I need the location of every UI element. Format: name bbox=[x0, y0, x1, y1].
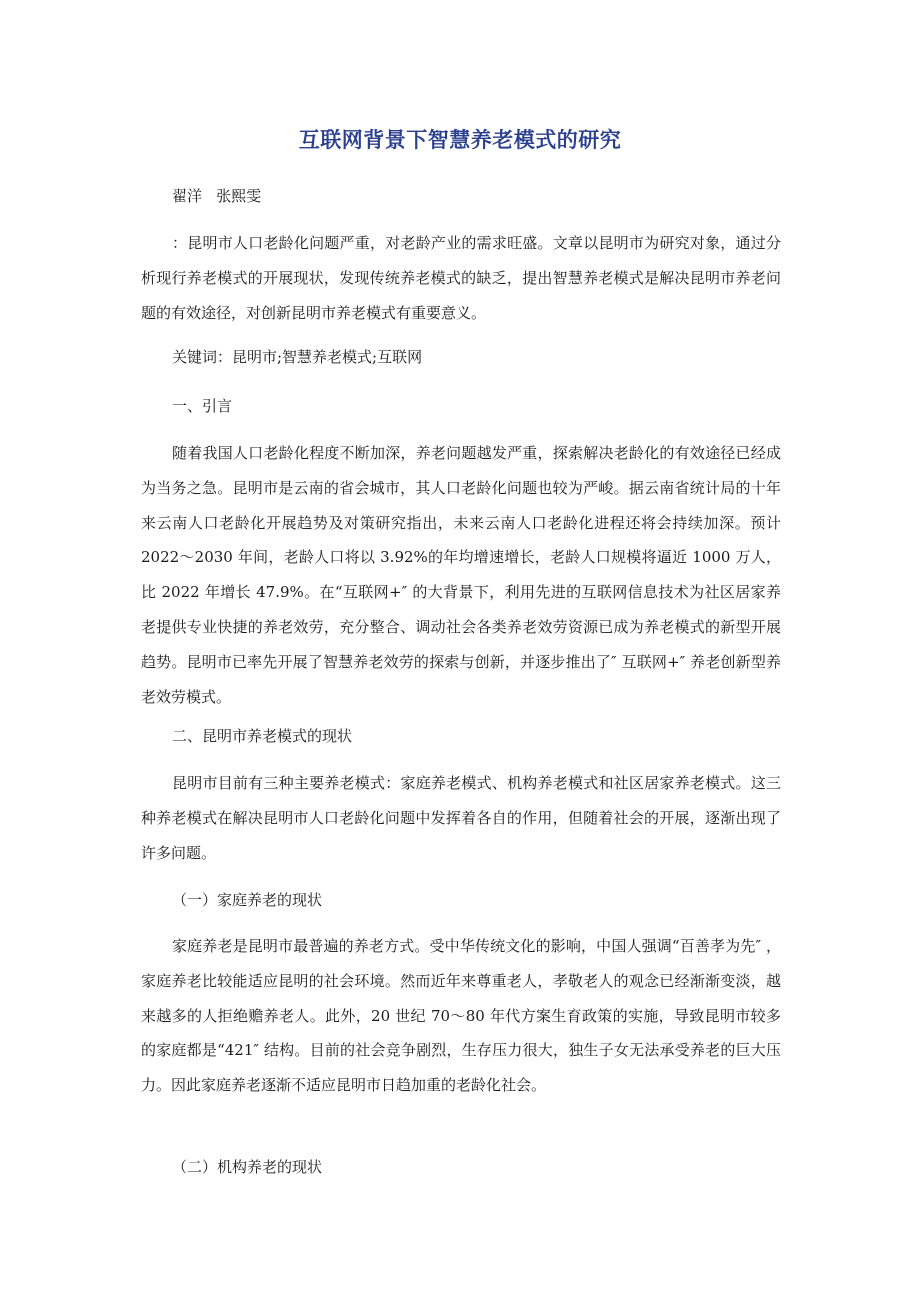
introduction-paragraph: 随着我国人口老龄化程度不断加深，养老问题越发严重，探索解决老龄化的有效途径已经成为当务之急。昆明市是云南的省会城市，其人口老龄化问题也较为严峻。据云南省统计局的十年来云南人口老龄化开展趋势及对策研究指出，未来云南人口老龄化进程还将会持续加深。预计 2022～2030 年间，老龄人口将以 3.92%的年均增速增长，老龄人口规模将逼近 1000 万人，比 2022 年增长 47.9%。在“互联网+″ 的大背景下，利用先进的互联网信息技术为社区居家养老提供专业快捷的养老效劳，充分整合、调动社会各类养老效劳资源已成为养老模式的新型开展趋势。昆明市已率先开展了智慧养老效劳的探索与创新，并逐步推出了″ 互联网+″ 养老创新型养老效劳模式。 bbox=[141, 444, 781, 706]
keywords-line: 关键词：昆明市;智慧养老模式;互联网 bbox=[172, 348, 423, 366]
subsection-heading-family-care: （一）家庭养老的现状 bbox=[172, 891, 323, 909]
family-care-paragraph: 家庭养老是昆明市最普遍的养老方式。受中华传统文化的影响，中国人强调“百善孝为先″ ，家庭养老比较能适应昆明的社会环境。然而近年来尊重老人，孝敬老人的观念已经渐渐变淡，越来越多的人拒绝赡养老人。此外，20 世纪 70～80 年代方案生育政策的实施，导致昆明市较多的家庭都是“421″ 结构。目前的社会竞争剧烈，生存压力很大，独生子女无法承受养老的巨大压力。因此家庭养老逐渐不适应昆明市日趋加重的老龄化社会。 bbox=[141, 937, 781, 1095]
current-status-paragraph: 昆明市目前有三种主要养老模式：家庭养老模式、机构养老模式和社区居家养老模式。这三种养老模式在解决昆明市人口老龄化问题中发挥着各自的作用，但随着社会的开展，逐渐出现了许多问题。 bbox=[141, 774, 781, 862]
article-title: 互联网背景下智慧养老模式的研究 bbox=[298, 128, 622, 152]
section-heading-introduction: 一、引言 bbox=[172, 397, 233, 415]
abstract-paragraph: ：昆明市人口老龄化问题严重，对老龄产业的需求旺盛。文章以昆明市为研究对象，通过分析现行养老模式的开展现状，发现传统养老模式的缺乏，提出智慧养老模式是解决昆明市养老问题的有效途径，对创新昆明市养老模式有重要意义。 bbox=[141, 234, 781, 322]
section-heading-current-status: 二、昆明市养老模式的现状 bbox=[172, 727, 353, 745]
subsection-heading-institutional-care: （二）机构养老的现状 bbox=[172, 1158, 323, 1176]
article-authors: 翟洋 张熙雯 bbox=[172, 187, 262, 205]
